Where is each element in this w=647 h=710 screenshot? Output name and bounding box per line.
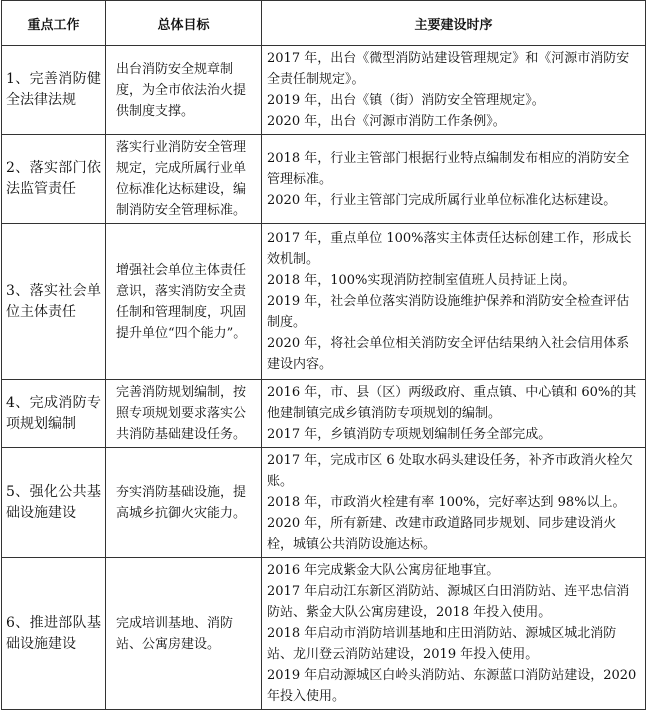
table-row	[2, 448, 646, 558]
schedule-item: 2020 年，出台《河源市消防工作条例》。	[267, 114, 506, 129]
schedule-item: 2019 年启动源城区白岭头消防站、东源蓝口消防站建设，2020 年投入使用。	[267, 668, 637, 704]
table-row	[2, 558, 646, 710]
schedule-item: 2018 年，市政消火栓建有率 100%，完好率达到 98%以上。	[267, 495, 626, 510]
schedule-item: 2020 年，将社会单位相关消防安全评估结果纳入社会信用体系建设内容。	[267, 336, 630, 372]
header-schedule: 主要建设时序	[262, 1, 646, 46]
schedule-item: 2018 年，行业主管部门根据行业特点编制发布相应的消防安全管理标准。	[267, 150, 630, 187]
table-row	[2, 135, 646, 224]
task-cell: 4、完成消防专项规划编制	[2, 380, 106, 448]
goal-cell: 出台消防安全规章制度，为全市依法治火提供制度支撑。	[106, 46, 262, 135]
schedule-item: 2016 年，市、县（区）两级政府、重点镇、中心镇和 60%的其他建制镇完成乡镇消防专项规划的编制。	[267, 385, 637, 421]
schedule-cell	[262, 46, 646, 135]
task-cell: 2、落实部门依法监管责任	[2, 135, 106, 224]
schedule-item: 2017 年，完成市区 6 处取水码头建设任务，补齐市政消火栓欠账。	[267, 453, 633, 489]
header-overall-goal: 总体目标	[106, 1, 262, 46]
fire-safety-plan-table	[1, 0, 646, 710]
schedule-item: 2018 年，100%实现消防控制室值班人员持证上岗。	[267, 273, 576, 288]
schedule-item: 2017 年启动江东新区消防站、源城区白田消防站、连平忠信消防站、紫金大队公寓房建设，2018 年投入使用。	[267, 584, 630, 620]
task-cell: 1、完善消防健全法律法规	[2, 46, 106, 135]
schedule-cell	[262, 380, 646, 448]
goal-cell: 完成培训基地、消防站、公寓房建设。	[106, 558, 262, 710]
task-cell: 3、落实社会单位主体责任	[2, 224, 106, 380]
schedule-cell	[262, 135, 646, 224]
schedule-cell	[262, 558, 646, 710]
schedule-cell	[262, 224, 646, 380]
table-row	[2, 46, 646, 135]
schedule-item: 2020 年，行业主管部门完成所属行业单位标准化达标建设。	[267, 192, 617, 208]
task-cell: 5、强化公共基础设施建设	[2, 448, 106, 558]
goal-cell: 增强社会单位主体责任意识，落实消防安全责任制和管理制度，巩固提升单位“四个能力”。	[106, 224, 262, 380]
table-row	[2, 224, 646, 380]
schedule-item: 2019 年，出台《镇（街）消防安全管理规定》。	[267, 93, 545, 108]
schedule-item: 2020 年，所有新建、改建市政道路同步规划、同步建设消火栓，城镇公共消防设施达标。	[267, 516, 617, 552]
table-header-row	[2, 1, 646, 46]
goal-cell: 完善消防规划编制，按照专项规划要求落实公共消防基础建设任务。	[106, 380, 262, 448]
schedule-item: 2017 年，乡镇消防专项规划编制任务全部完成。	[267, 427, 552, 442]
schedule-item: 2016 年完成紫金大队公寓房征地事宜。	[267, 563, 500, 578]
task-cell: 6、推进部队基础设施建设	[2, 558, 106, 710]
schedule-item: 2017 年，重点单位 100%落实主体责任达标创建工作，形成长效机制。	[267, 231, 632, 267]
schedule-item: 2018 年启动市消防培训基地和庄田消防站、源城区城北消防站、龙川登云消防站建设，2019 年投入使用。	[267, 626, 617, 662]
table-row	[2, 380, 646, 448]
schedule-cell	[262, 448, 646, 558]
schedule-item: 2019 年，社会单位落实消防设施维护保养和消防安全检查评估制度。	[267, 294, 630, 330]
goal-cell: 夯实消防基础设施，提高城乡抗御火灾能力。	[106, 448, 262, 558]
header-key-work: 重点工作	[2, 1, 106, 46]
schedule-item: 2017 年，出台《微型消防站建设管理规定》和《河源市消防安全责任制规定》。	[267, 51, 630, 87]
goal-cell: 落实行业消防安全管理规定，完成所属行业单位标准化达标建设，编制消防安全管理标准。	[106, 135, 262, 224]
